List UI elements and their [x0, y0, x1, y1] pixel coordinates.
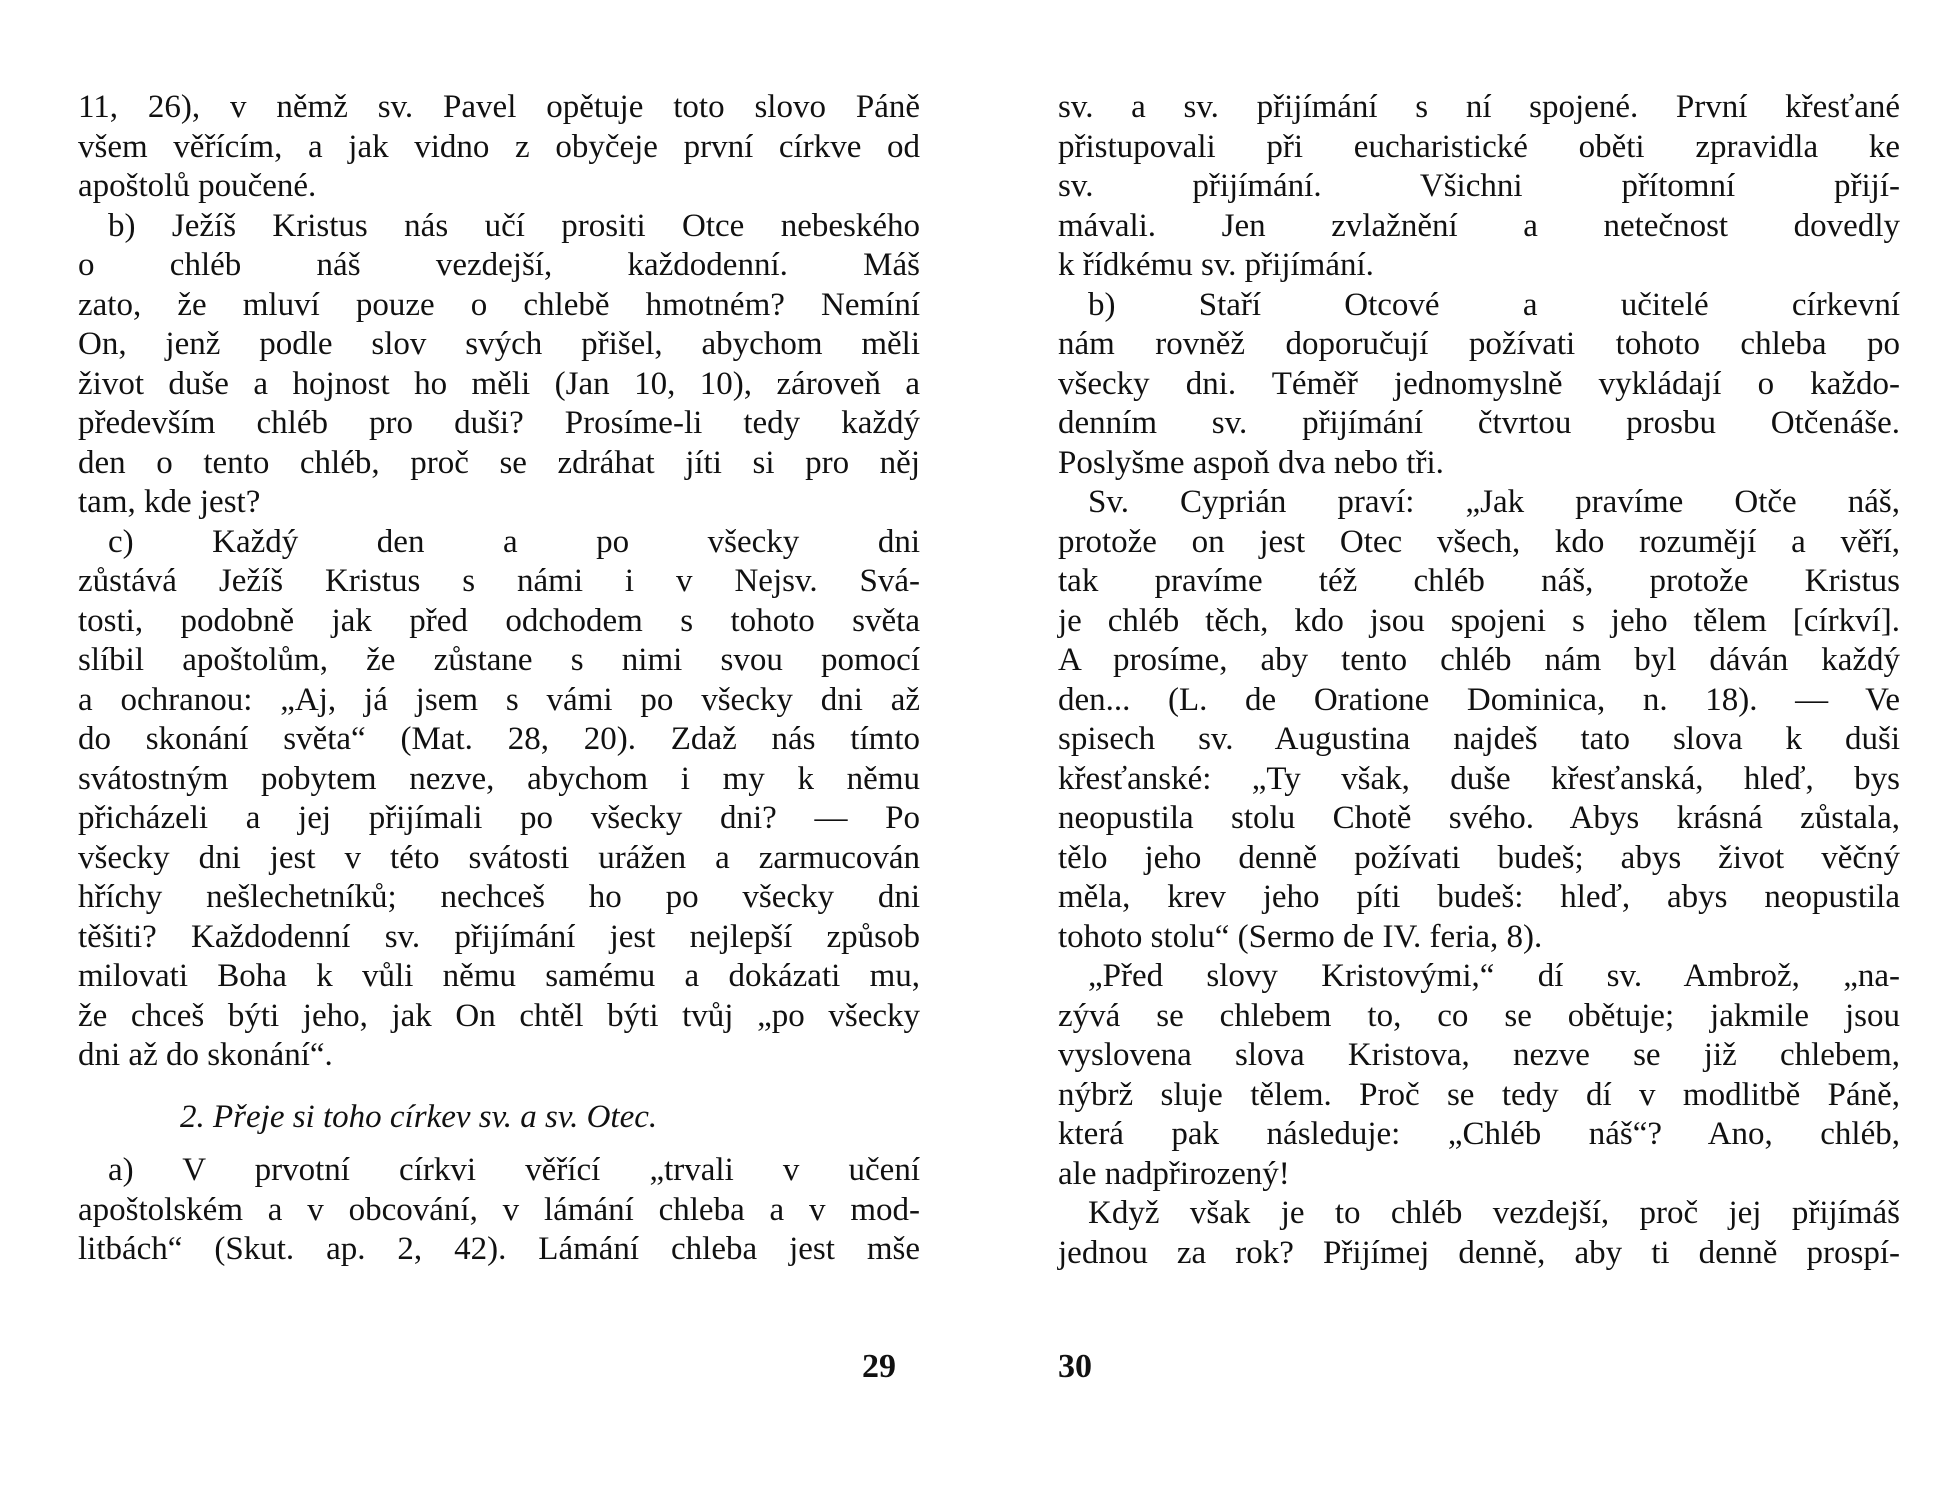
- text-line: sv. a sv. přijímání s ní spojené. První křesťané: [1058, 89, 1900, 125]
- text-line: apoštolském a v obcování, v lámání chleba a v mod-: [78, 1191, 920, 1228]
- text-line: všecky dni. Téměř jednomyslně vykládají o každo-: [1058, 365, 1900, 402]
- text-line: c) Každý den a po všecky dni: [108, 523, 920, 560]
- text-line: a ochranou: „Aj, já jsem s vámi po všecky dni až: [78, 681, 920, 718]
- left-page-text: [78, 88, 920, 1076]
- text-line: nám rovněž doporučují požívati tohoto chleba po: [1058, 326, 1900, 362]
- text-line: křesťanské: „Ty však, duše křesťanská, hleď, bys: [1058, 760, 1900, 797]
- section-heading: 2. Přeje si toho církev sv. a sv. Otec.: [180, 1098, 658, 1135]
- text-line: zato, že mluví pouze o chlebě hmotném? Nemíní: [78, 286, 920, 323]
- left-page: [78, 88, 920, 1270]
- text-line: litbách“ (Skut. ap. 2, 42). Lámání chleba jest mše: [78, 1231, 920, 1267]
- right-page-text: [1058, 88, 1900, 1273]
- text-line: především chléb pro duši? Prosíme-li tedy každý: [78, 405, 920, 441]
- text-line: je chléb těch, kdo jsou spojeni s jeho tělem [církví].: [1058, 602, 1900, 639]
- page-number-left: 29: [862, 1348, 896, 1385]
- text-line: všem věřícím, a jak vidno z obyčeje první církve od: [78, 128, 920, 165]
- text-line: těšiti? Každodenní sv. přijímání jest nejlepší způsob: [78, 918, 920, 955]
- text-line: jednou za rok? Přijímej denně, aby ti denně prospí-: [1058, 1234, 1900, 1271]
- text-line: 11, 26), v němž sv. Pavel opětuje toto slovo Páně: [78, 89, 920, 125]
- text-line: ale nadpřirozený!: [1058, 1155, 1290, 1192]
- text-line: měla, krev jeho píti budeš: hleď, abys neopustila: [1058, 879, 1900, 915]
- text-line: k řídkému sv. přijímání.: [1058, 247, 1374, 283]
- text-line: milovati Boha k vůli němu samému a dokázati mu,: [78, 958, 920, 994]
- text-line: do skonání světa“ (Mat. 28, 20). Zdaž nás tímto: [78, 721, 920, 757]
- text-line: tělo jeho denně požívati budeš; abys život věčný: [1058, 839, 1900, 876]
- text-line: Když však je to chléb vezdejší, proč jej přijímáš: [1088, 1195, 1900, 1231]
- text-line: denním sv. přijímání čtvrtou prosbu Otčenáše.: [1058, 405, 1900, 441]
- text-line: Poslyšme aspoň dva nebo tři.: [1058, 444, 1444, 481]
- text-line: neopustila stolu Chotě svého. Abys krásná zůstala,: [1058, 800, 1900, 836]
- text-line: mávali. Jen zvlažnění a netečnost dovedly: [1058, 207, 1900, 244]
- text-line: den... (L. de Oratione Dominica, n. 18). — Ve: [1058, 681, 1900, 718]
- text-line: nýbrž sluje tělem. Proč se tedy dí v modlitbě Páně,: [1058, 1076, 1900, 1113]
- text-line: tam, kde jest?: [78, 484, 261, 520]
- text-line: spisech sv. Augustina najdeš tato slova k duši: [1058, 721, 1900, 757]
- text-line: tohoto stolu“ (Sermo de IV. feria, 8).: [1058, 918, 1543, 955]
- right-page: [1058, 88, 1900, 1273]
- text-line: a) V prvotní církvi věřící „trvali v učení: [108, 1152, 920, 1188]
- page-number-right: 30: [1058, 1348, 1092, 1385]
- text-line: On, jenž podle slov svých přišel, abychom měli: [78, 326, 920, 362]
- text-line: přistupovali při eucharistické oběti zpravidla ke: [1058, 128, 1900, 165]
- text-line: že chceš býti jeho, jak On chtěl býti tvůj „po všecky: [78, 997, 920, 1034]
- text-line: zůstává Ježíš Kristus s námi i v Nejsv. Svá-: [78, 563, 920, 599]
- text-line: den o tento chléb, proč se zdráhat jíti si pro něj: [78, 444, 920, 481]
- text-line: A prosíme, aby tento chléb nám byl dáván každý: [1058, 642, 1900, 678]
- text-line: zývá se chlebem to, co se obětuje; jakmile jsou: [1058, 997, 1900, 1034]
- text-line: všecky dni jest v této svátosti urážen a zarmucován: [78, 839, 920, 876]
- text-line: život duše a hojnost ho měli (Jan 10, 10), zároveň a: [78, 365, 920, 402]
- text-line: b) Staří Otcové a učitelé církevní: [1088, 286, 1900, 323]
- text-line: vyslovena slova Kristova, nezve se již chlebem,: [1058, 1037, 1900, 1073]
- text-line: svátostným pobytem nezve, abychom i my k němu: [78, 760, 920, 797]
- text-line: hříchy nešlechetníků; nechceš ho po všecky dni: [78, 879, 920, 915]
- text-line: „Před slovy Kristovými,“ dí sv. Ambrož, „na-: [1088, 958, 1900, 994]
- text-line: apoštolů poučené.: [78, 168, 317, 204]
- text-line: Sv. Cyprián praví: „Jak pravíme Otče náš,: [1088, 484, 1900, 520]
- text-line: dni až do skonání“.: [78, 1037, 333, 1073]
- text-line: která pak následuje: „Chléb náš“? Ano, chléb,: [1058, 1116, 1900, 1152]
- text-line: slíbil apoštolům, že zůstane s nimi svou pomocí: [78, 642, 920, 678]
- text-line: tosti, podobně jak před odchodem s tohoto světa: [78, 602, 920, 639]
- text-line: přicházeli a jej přijímali po všecky dni? — Po: [78, 800, 920, 836]
- text-line: sv. přijímání. Všichni přítomní přijí-: [1058, 168, 1900, 204]
- text-line: tak pravíme též chléb náš, protože Kristus: [1058, 563, 1900, 599]
- left-page-text-after-heading: [78, 1151, 920, 1270]
- text-line: protože on jest Otec všech, kdo rozumějí a věří,: [1058, 523, 1900, 560]
- text-line: b) Ježíš Kristus nás učí prositi Otce nebeského: [108, 207, 920, 244]
- text-line: o chléb náš vezdejší, každodenní. Máš: [78, 247, 920, 283]
